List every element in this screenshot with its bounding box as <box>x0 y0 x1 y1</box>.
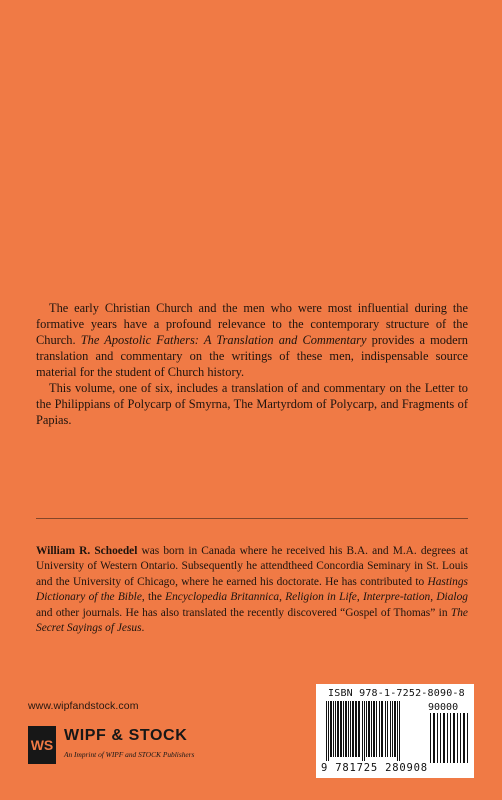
barcode-bar <box>340 701 342 757</box>
barcode-bars <box>324 701 470 763</box>
barcode-bar <box>328 701 329 761</box>
barcode-bar <box>335 701 336 757</box>
barcode-bar <box>371 701 372 757</box>
publisher-tagline: An Imprint of WIPF and STOCK Publishers <box>64 750 195 759</box>
bio-run: and other journals. He has also translated the recently discovered “Gospel of Thomas” in <box>36 606 451 619</box>
barcode-bar <box>326 701 327 761</box>
bio-run: was born in Canada where he received his B.A. and M.A. degrees at University of Western Ontario. Subsequently he attendtheed Concordia Seminary in St. Louis and the University of Chicago, where he earned his doctorate. He has contributed to <box>36 545 468 588</box>
barcode-bar <box>362 701 363 761</box>
isbn-label: ISBN 978-1-7252-8090-8 <box>328 688 465 699</box>
barcode-bar <box>450 713 451 763</box>
barcode-bar <box>350 701 351 757</box>
barcode-bar <box>430 713 431 763</box>
barcode-bar <box>447 713 448 763</box>
barcode-bar <box>437 713 438 763</box>
section-divider <box>36 518 468 519</box>
publisher-name: WIPF & STOCK <box>64 727 188 744</box>
description-blurb <box>36 300 468 428</box>
publisher-logo-block <box>28 726 238 766</box>
barcode-bar <box>440 713 441 763</box>
barcode-bar <box>368 701 370 757</box>
barcode-bar <box>443 713 445 763</box>
price-addon: 90000 <box>428 702 459 713</box>
bio-run: , the <box>141 591 166 604</box>
barcode-bar <box>385 701 386 757</box>
barcode-bar <box>348 701 349 757</box>
barcode-bar <box>394 701 396 757</box>
bio-run: . <box>141 622 145 635</box>
blurb-run: provides a modern translation and commentary on the writings of these men, indispensable source material for the student of Church history. <box>36 333 468 379</box>
barcode-bar <box>390 701 391 757</box>
barcode-bar <box>352 701 354 757</box>
ws-logo-icon: WS <box>28 726 56 764</box>
barcode-bar <box>457 713 458 763</box>
barcode-bar <box>366 701 367 757</box>
barcode-bar <box>364 701 365 761</box>
barcode-bar <box>337 701 339 757</box>
barcode-bar <box>373 701 375 757</box>
barcode-bar <box>453 713 455 763</box>
barcode-bar <box>392 701 393 757</box>
barcode-bar <box>379 701 380 757</box>
barcode-bar <box>460 713 461 763</box>
barcode-bar <box>397 701 398 761</box>
barcode-bar <box>387 701 388 757</box>
bio-run: , <box>356 591 363 604</box>
author-bio <box>36 544 468 636</box>
blurb-run: The early Christian Church and the men who were most influential during the formative years have a profound relevance to the contemporary structure of the Church. <box>36 301 468 347</box>
barcode-bar <box>343 701 344 757</box>
bio-run: Religion in Life <box>285 591 357 604</box>
barcode-bar <box>333 701 334 757</box>
bio-run: The Secret Sayings of Jesus <box>36 606 468 635</box>
bio-run: Dialog <box>436 591 468 604</box>
barcode-bar <box>358 701 360 757</box>
ean-digits: 9 781725 280908 <box>321 762 428 774</box>
bio-run: Encyclopedia Britannica <box>165 591 280 604</box>
barcode-bar <box>433 713 435 763</box>
isbn-barcode <box>316 684 474 778</box>
blurb-paragraph-2: This volume, one of six, includes a translation of and commentary on the Letter to the Philippians of Polycarp of Smyrna, The Martyrdom of Polycarp, and Fragments of Papias. <box>36 381 468 427</box>
barcode-bar <box>463 713 465 763</box>
blurb-run: The Apostolic Fathers: A Translation and Commentary <box>80 333 367 347</box>
barcode-bar <box>376 701 377 757</box>
bio-run: Hastings Dictionary of the Bible <box>36 575 468 604</box>
blurb-paragraph-1 <box>36 300 468 380</box>
bio-run: , <box>430 591 437 604</box>
barcode-bar <box>399 701 400 761</box>
barcode-bar <box>381 701 383 757</box>
author-name: William R. Schoedel <box>36 545 138 557</box>
barcode-bar <box>467 713 468 763</box>
barcode-bar <box>330 701 332 757</box>
barcode-bar <box>345 701 347 757</box>
publisher-website: www.wipfandstock.com <box>28 700 139 712</box>
bio-run: Interpre-tation <box>362 591 431 604</box>
barcode-bar <box>355 701 357 757</box>
bio-run: , <box>279 591 286 604</box>
